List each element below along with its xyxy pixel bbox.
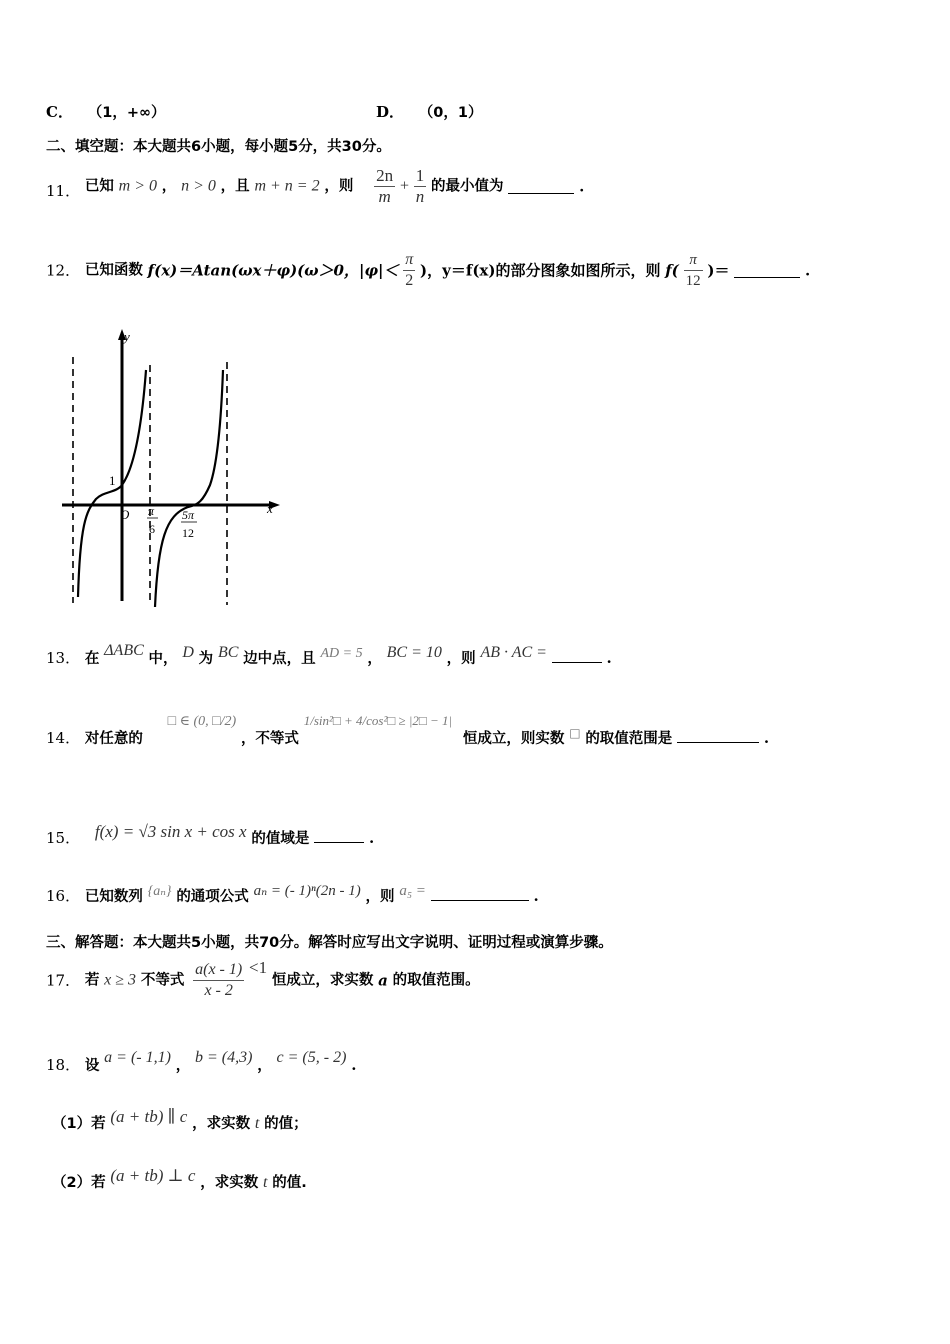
q12-function: f(x)＝Atan(ωx＋φ)(ω＞0，|φ|＜ xyxy=(147,261,399,280)
q18-part-2 xyxy=(52,1166,307,1193)
q17-fraction xyxy=(193,960,244,1001)
q16-text-3: ，则 xyxy=(365,889,395,905)
q12-phi-bound-fraction xyxy=(403,250,415,291)
q18-part-1-text: ，求实数 xyxy=(192,1116,251,1132)
q14-end: . xyxy=(763,729,770,747)
q13-end: . xyxy=(606,649,612,667)
q15-text-1: 的值域是 xyxy=(251,831,310,847)
q15-answer-blank xyxy=(314,828,364,843)
q14-condition: □ ∈ (0, □/2) xyxy=(167,714,237,729)
tan-curve-branch-2 xyxy=(155,370,223,607)
q13-text-5: ，则 xyxy=(446,651,476,667)
q13-text-3: 为 xyxy=(198,651,214,667)
q15-function: f(x) = √3 sin x + cos x xyxy=(94,822,247,841)
q17-condition: x ≥ 3 xyxy=(104,971,137,989)
option-d xyxy=(376,102,482,123)
option-c xyxy=(46,102,166,123)
q17-text-4: 的取值范围。 xyxy=(392,972,480,989)
graph-one-label: 1 xyxy=(109,473,116,488)
q17-less-than: <1 xyxy=(248,957,268,977)
graph-origin-label: O xyxy=(120,507,130,522)
q16-number: 16． xyxy=(46,887,81,905)
q18-text-1: 设 xyxy=(84,1058,100,1074)
q11-fraction-2-den: n xyxy=(415,187,425,206)
q18-part-1-expr: (a + tb) ∥ c xyxy=(110,1107,188,1126)
q17-number: 17． xyxy=(46,971,81,990)
q14-text-4: 的取值范围是 xyxy=(585,731,673,747)
q18-part-1-t: t xyxy=(254,1115,260,1132)
question-14 xyxy=(46,713,770,750)
option-c-text: （1，+∞） xyxy=(87,105,166,121)
q11-text-3: ，则 xyxy=(324,178,354,195)
q18-part-2-label: （2）若 xyxy=(52,1175,106,1191)
q13-text-2: 中， xyxy=(148,651,178,667)
graph-tick-2-den: 12 xyxy=(182,526,194,540)
q16-text-1: 已知数列 xyxy=(84,889,143,905)
q13-ad: AD = 5 xyxy=(320,646,363,661)
q16-sequence: {aₙ} xyxy=(147,884,172,899)
q12-eval-den: 12 xyxy=(685,273,701,289)
graph-tick-2-num: 5π xyxy=(182,508,195,522)
option-d-text: （0，1） xyxy=(418,105,483,121)
q18-part-1 xyxy=(52,1107,308,1134)
q13-sep: ， xyxy=(367,651,382,667)
q11-plus: + xyxy=(399,177,409,195)
q17-fraction-num: a(x - 1) xyxy=(193,960,244,981)
q17-text-2: 不等式 xyxy=(140,972,185,989)
q12-f-open: f( xyxy=(665,261,679,280)
q12-phi-den: 2 xyxy=(405,272,414,289)
q16-text-2: 的通项公式 xyxy=(176,889,249,905)
graph-x-label: x xyxy=(267,501,273,516)
q16-end: . xyxy=(533,887,539,905)
q12-text-2: )，y＝f(x)的部分图象如图所示，则 xyxy=(420,261,661,280)
q12-f-close: )＝ xyxy=(707,261,730,280)
q12-text-1: 已知函数 xyxy=(84,262,143,279)
q14-box: □ xyxy=(569,726,581,740)
q12-phi-num: π xyxy=(403,250,415,271)
q13-dot-product: AB · AC = xyxy=(480,644,547,661)
q11-text-4: 的最小值为 xyxy=(431,178,504,195)
q18-part-1-end: 的值； xyxy=(264,1116,308,1132)
q15-end: . xyxy=(368,829,375,847)
question-18 xyxy=(46,1049,357,1076)
tan-graph xyxy=(40,325,290,615)
q17-a: a xyxy=(378,971,388,990)
q13-triangle: ΔABC xyxy=(104,642,144,659)
q18-part-2-text: ，求实数 xyxy=(200,1175,259,1191)
q18-end: . xyxy=(351,1056,357,1074)
graph-tick-1-num: π xyxy=(148,504,155,518)
q11-number: 11． xyxy=(46,181,81,200)
question-15 xyxy=(46,822,375,849)
q13-number: 13． xyxy=(46,649,81,667)
q17-text-1: 若 xyxy=(84,972,100,989)
q12-number: 12． xyxy=(46,261,81,280)
q18-part-2-expr: (a + tb) ⊥ c xyxy=(110,1166,196,1185)
q14-text-2: ，不等式 xyxy=(240,731,299,747)
q14-number: 14． xyxy=(46,729,81,747)
q12-end: . xyxy=(805,261,811,280)
q15-number: 15． xyxy=(46,829,81,847)
q11-cond-2: n > 0 xyxy=(181,177,216,195)
question-17 xyxy=(46,957,480,1001)
q13-text-4: 边中点，且 xyxy=(243,651,316,667)
q18-vector-b: b = (4,3) xyxy=(195,1049,253,1066)
q16-answer-blank xyxy=(431,886,529,901)
question-16 xyxy=(46,883,539,908)
q12-answer-blank xyxy=(734,263,800,278)
q11-answer-blank xyxy=(508,179,574,194)
q14-text-1: 对任意的 xyxy=(84,731,143,747)
q18-part-2-end: 的值. xyxy=(272,1175,307,1191)
q11-fraction-2 xyxy=(414,166,427,207)
q18-number: 18． xyxy=(46,1056,81,1074)
q11-fraction-1-num: 2n xyxy=(376,166,394,185)
question-11 xyxy=(46,166,584,207)
q18-sep-2: ， xyxy=(257,1058,272,1074)
q18-sep-1: ， xyxy=(175,1058,191,1074)
q13-text-1: 在 xyxy=(84,651,100,667)
section2-header: 二、填空题：本大题共6小题，每小题5分，共30分。 xyxy=(46,139,391,155)
q18-vector-c: c = (5, - 2) xyxy=(276,1049,347,1066)
q14-answer-blank xyxy=(677,728,759,743)
q18-part-2-t: t xyxy=(263,1174,268,1191)
q17-fraction-den: x - 2 xyxy=(204,982,233,999)
q11-cond-3: m + n = 2 xyxy=(254,177,320,195)
q18-vector-a: a = (- 1,1) xyxy=(104,1049,171,1066)
q14-inequality: 1/sin²□ + 4/cos²□ ≥ |2□ − 1| xyxy=(303,713,453,728)
graph-y-label: y xyxy=(124,329,130,344)
graph-tick-1-den: 6 xyxy=(149,522,155,536)
q11-text-2: ，且 xyxy=(220,178,250,195)
q13-bc-value: BC = 10 xyxy=(386,644,442,661)
q13-answer-blank xyxy=(552,648,602,663)
question-12 xyxy=(46,250,810,291)
option-d-label: D． xyxy=(376,103,405,121)
option-c-label: C． xyxy=(46,103,73,121)
q18-part-1-label: （1）若 xyxy=(52,1116,106,1132)
section3-header: 三、解答题：本大题共5小题，共70分。解答时应写出文字说明、证明过程或演算步骤。 xyxy=(46,935,613,951)
q11-fraction-1-den: m xyxy=(378,187,391,206)
q17-text-3: 恒成立，求实数 xyxy=(271,972,374,989)
question-13 xyxy=(46,642,612,670)
q11-fraction-2-num: 1 xyxy=(415,166,425,185)
q16-a5: a₅ = xyxy=(399,883,426,899)
q13-bc: BC xyxy=(217,644,239,661)
q12-eval-num: π xyxy=(684,250,703,271)
q11-text-1: 已知 xyxy=(84,178,114,195)
q14-text-3: 恒成立，则实数 xyxy=(462,731,565,747)
q11-end: . xyxy=(579,177,585,196)
q11-cond-1: m > 0 xyxy=(118,177,158,195)
q16-formula: aₙ = (- 1)ⁿ(2n - 1) xyxy=(253,883,361,899)
q11-fraction-1 xyxy=(374,166,395,207)
q13-d: D xyxy=(182,644,194,661)
q11-sep: ， xyxy=(161,178,177,195)
q12-eval-fraction xyxy=(684,250,703,291)
